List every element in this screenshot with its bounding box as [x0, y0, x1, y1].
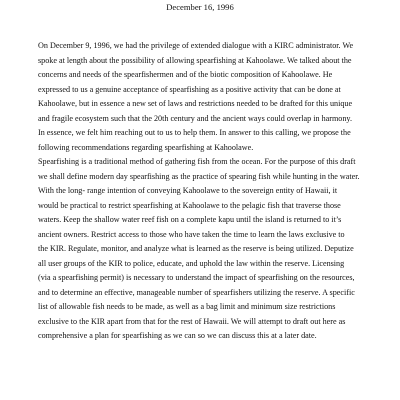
body-line-12: would be practical to restrict spearfishing at Kahoolawe to the pelagic fish that traverse those	[38, 201, 341, 210]
body-line-5: Kahoolawe, but in essence a new set of laws and restrictions needed to be drafted for this unique	[38, 99, 353, 108]
body-line-3: concerns and needs of the spearfishermen and of the biotic composition of Kahoolawe. He	[38, 70, 333, 79]
body-line-11: With the long- range intention of conveying Kahoolawe to the sovereign entity of Hawaii, it	[38, 186, 338, 195]
body-line-13: waters. Keep the shallow water reef fish on a complete kapu until the island is returned to it’s	[38, 215, 342, 224]
body-line-7: In essence, we felt him reaching out to us to help them. In answer to this calling, we propose the	[38, 128, 351, 137]
body-line-8: following recommendations regarding spearfishing at Kahoolawe.	[38, 143, 254, 152]
body-line-16: all user groups of the KIR to police, educate, and uphold the law within the reserve. Licensing	[38, 259, 345, 268]
body-line-10: we shall define modern day spearfishing as the practice of spearing fish while hunting in the water.	[38, 172, 360, 181]
document-date: December 16, 1996	[166, 2, 234, 12]
body-line-1: On December 9, 1996, we had the privilege of extended dialogue with a KIRC administrator. We	[38, 41, 354, 50]
body-line-14: ancient owners. Restrict access to those who have taken the time to learn the laws exclusive to	[38, 230, 345, 239]
body-line-4: expressed to us a genuine acceptance of spearfishing as a positive activity that can be done at	[38, 85, 341, 94]
body-line-20: exclusive to the KIR apart from that for the rest of Hawaii. We will attempt to draft out here as	[38, 317, 346, 326]
body-line-9: Spearfishing is a traditional method of gathering fish from the ocean. For the purpose of this draft	[38, 157, 356, 166]
body-line-21: comprehensive a plan for spearfishing as we can so we can discuss this at a later date.	[38, 331, 317, 340]
body-line-15: the KIR. Regulate, monitor, and analyze what is learned as the reserve is being utilized. Deputize	[38, 244, 354, 253]
body-line-18: and to determine an effective, manageable number of spearfishers utilizing the reserve. A specific	[38, 288, 355, 297]
body-line-2: spoke at length about the possibility of allowing spearfishing at Kahoolawe. We talked about the	[38, 56, 352, 65]
body-line-6: and fragile ecosystem such that the 20th century and the ancient ways could overlap in harmony.	[38, 114, 352, 123]
body-line-19: list of allowable fish needs to be made, as well as a bag limit and minimum size restrictions	[38, 302, 336, 311]
body-line-17: (via a spearfishing permit) is necessary to understand the impact of spearfishing on the resources,	[38, 273, 355, 282]
